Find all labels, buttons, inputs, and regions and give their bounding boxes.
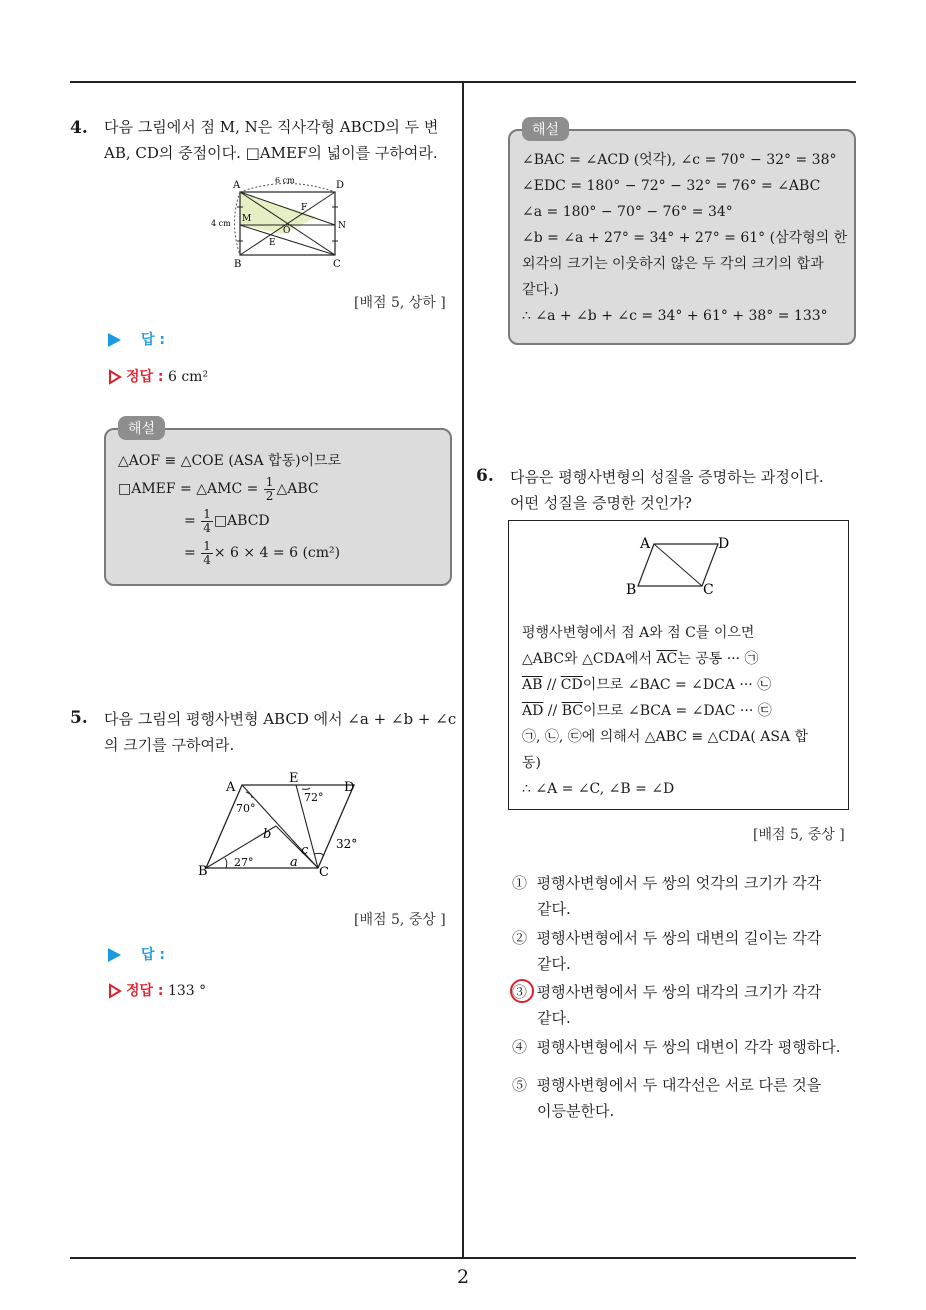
question-4-meta: [배점 5, 상하 ] bbox=[354, 295, 446, 311]
choice-1-cont: 같다. bbox=[537, 900, 571, 918]
choice-1[interactable]: ① 평행사변형에서 두 쌍의 엇각의 크기가 각각 bbox=[512, 874, 822, 892]
height-arc bbox=[235, 192, 241, 255]
label-c: C bbox=[333, 259, 341, 270]
label-d: D bbox=[718, 536, 730, 552]
q4-solution-line2: □AMEF = △AMC = $\frac{1}{2}$ △ABC bbox=[118, 475, 319, 503]
label-d: D bbox=[344, 780, 355, 795]
choice-5[interactable]: ⑤ 평행사변형에서 두 대각선은 서로 다른 것을 bbox=[512, 1076, 822, 1094]
question-4-correct-value: 6 cm² bbox=[167, 369, 209, 385]
question-4-solution-tag: 해설 bbox=[118, 416, 165, 440]
question-6-text-line2: 어떤 성질을 증명한 것인가? bbox=[510, 494, 692, 512]
choice-4[interactable]: ④ 평행사변형에서 두 쌍의 대변이 각각 평행하다. bbox=[512, 1038, 841, 1056]
question-5-figure bbox=[196, 768, 366, 880]
label-a-angle: a bbox=[290, 855, 298, 870]
label-c: C bbox=[703, 582, 714, 598]
q5-solution-line6: 같다.) bbox=[522, 282, 559, 298]
proof-line6: 동) bbox=[522, 755, 541, 771]
question-4-answer[interactable]: 답 : bbox=[108, 329, 165, 349]
question-5-text-line2: 의 크기를 구하여라. bbox=[104, 736, 235, 754]
proof-line3: $\overline{AB} // \overline{CD}$이므로 ∠BAC = ∠DCA ··· ㉡ bbox=[522, 677, 772, 693]
question-4-number: 4. bbox=[70, 118, 88, 138]
question-4-correct: 정답 : 6 cm² bbox=[108, 366, 208, 386]
label-m: M bbox=[242, 214, 252, 224]
answer-arrow-icon bbox=[108, 333, 121, 347]
label-b: B bbox=[626, 582, 637, 598]
question-5-correct: 정답 : 133 ° bbox=[108, 980, 206, 1000]
answer-arrow-icon bbox=[108, 948, 121, 962]
proof-line1: 평행사변형에서 점 A와 점 C를 이으면 bbox=[522, 625, 755, 641]
label-b-angle: b bbox=[263, 827, 272, 842]
label-b: B bbox=[234, 259, 242, 270]
label-n: N bbox=[338, 221, 346, 231]
q5-solution-line7: ∴ ∠a + ∠b + ∠c = 34° + 61° + 38° = 133° bbox=[522, 308, 828, 324]
q4-solution-line4: = $\frac{1}{4}$ × 6 × 4 = 6 (cm²) bbox=[184, 539, 341, 567]
label-e: E bbox=[289, 771, 299, 786]
question-5-solution-tag: 해설 bbox=[522, 117, 569, 141]
q4-solution-line3: = $\frac{1}{4}$ □ABCD bbox=[184, 507, 270, 535]
proof-line2: △ABC와 △CDA에서 $\overline{AC}$는 공통 ··· ㉠ bbox=[522, 651, 759, 667]
label-72: 72° bbox=[304, 791, 324, 804]
label-height: 4 cm bbox=[211, 219, 231, 228]
question-6-number: 6. bbox=[476, 466, 494, 486]
label-c-angle: c bbox=[301, 843, 309, 858]
q5-solution-line3: ∠a = 180° − 70° − 76° = 34° bbox=[522, 204, 733, 220]
label-a: A bbox=[640, 536, 651, 552]
choice-5-cont: 이등분한다. bbox=[537, 1102, 615, 1120]
q5-solution-line1: ∠BAC = ∠ACD (엇각), ∠c = 70° − 32° = 38° bbox=[522, 152, 837, 168]
bottom-rule bbox=[70, 1257, 856, 1259]
question-5-answer[interactable]: 답 : bbox=[108, 944, 165, 964]
question-5-number: 5. bbox=[70, 708, 88, 728]
label-70: 70° bbox=[236, 802, 256, 815]
diagonal-ac bbox=[654, 544, 702, 586]
label-d: D bbox=[336, 180, 345, 191]
question-6-text-line1: 다음은 평행사변형의 성질을 증명하는 과정이다. bbox=[510, 468, 824, 486]
proof-line4: $\overline{AD} // \overline{BC}$이므로 ∠BCA = ∠DAC ··· ㉢ bbox=[522, 703, 772, 719]
column-divider bbox=[462, 82, 464, 1258]
label-b: B bbox=[198, 864, 208, 879]
choice-2[interactable]: ② 평행사변형에서 두 쌍의 대변의 길이는 각각 bbox=[512, 929, 822, 947]
label-c: C bbox=[319, 865, 329, 880]
question-4-figure bbox=[205, 173, 365, 273]
label-a: A bbox=[233, 180, 241, 191]
correct-arrow-icon bbox=[108, 983, 122, 999]
proof-line7: ∴ ∠A = ∠C, ∠B = ∠D bbox=[522, 781, 675, 797]
question-6-meta: [배점 5, 중상 ] bbox=[753, 827, 845, 843]
label-f: F bbox=[301, 203, 308, 213]
choice-3-cont: 같다. bbox=[537, 1009, 571, 1027]
q4-solution-line1: △AOF ≡ △COE (ASA 합동)이므로 bbox=[118, 453, 342, 469]
q5-solution-line4: ∠b = ∠a + 27° = 34° + 27° = 61° (삼각형의 한 bbox=[522, 230, 848, 246]
proof-line5: ㉠, ㉡, ㉢에 의해서 △ABC ≡ △CDA( ASA 합 bbox=[522, 729, 809, 745]
label-32: 32° bbox=[336, 837, 358, 851]
question-6-figure bbox=[620, 530, 740, 602]
correct-arrow-icon bbox=[108, 369, 122, 385]
page-number: 2 bbox=[456, 1266, 470, 1288]
question-5-meta: [배점 5, 중상 ] bbox=[354, 912, 446, 928]
choice-3[interactable]: ③ 평행사변형에서 두 쌍의 대각의 크기가 각각 bbox=[512, 983, 822, 1001]
label-o: O bbox=[283, 226, 291, 236]
label-a: A bbox=[226, 780, 236, 795]
q5-solution-line5: 외각의 크기는 이웃하지 않은 두 각의 크기의 합과 bbox=[522, 256, 824, 272]
choice-2-cont: 같다. bbox=[537, 955, 571, 973]
q5-solution-line2: ∠EDC = 180° − 72° − 32° = 76° = ∠ABC bbox=[522, 178, 821, 194]
question-4-text-line2: AB, CD의 중점이다. □AMEF의 넓이를 구하여라. bbox=[104, 144, 438, 162]
label-e: E bbox=[269, 238, 276, 248]
label-27: 27° bbox=[234, 856, 254, 869]
label-width: 6 cm bbox=[275, 176, 295, 185]
question-5-text-line1: 다음 그림의 평행사변형 ABCD 에서 ∠a + ∠b + ∠c bbox=[104, 710, 457, 728]
quad-amef-fill bbox=[240, 192, 317, 234]
question-5-correct-value: 133 ° bbox=[167, 983, 207, 999]
question-4-text-line1: 다음 그림에서 점 M, N은 직사각형 ABCD의 두 변 bbox=[104, 118, 439, 136]
